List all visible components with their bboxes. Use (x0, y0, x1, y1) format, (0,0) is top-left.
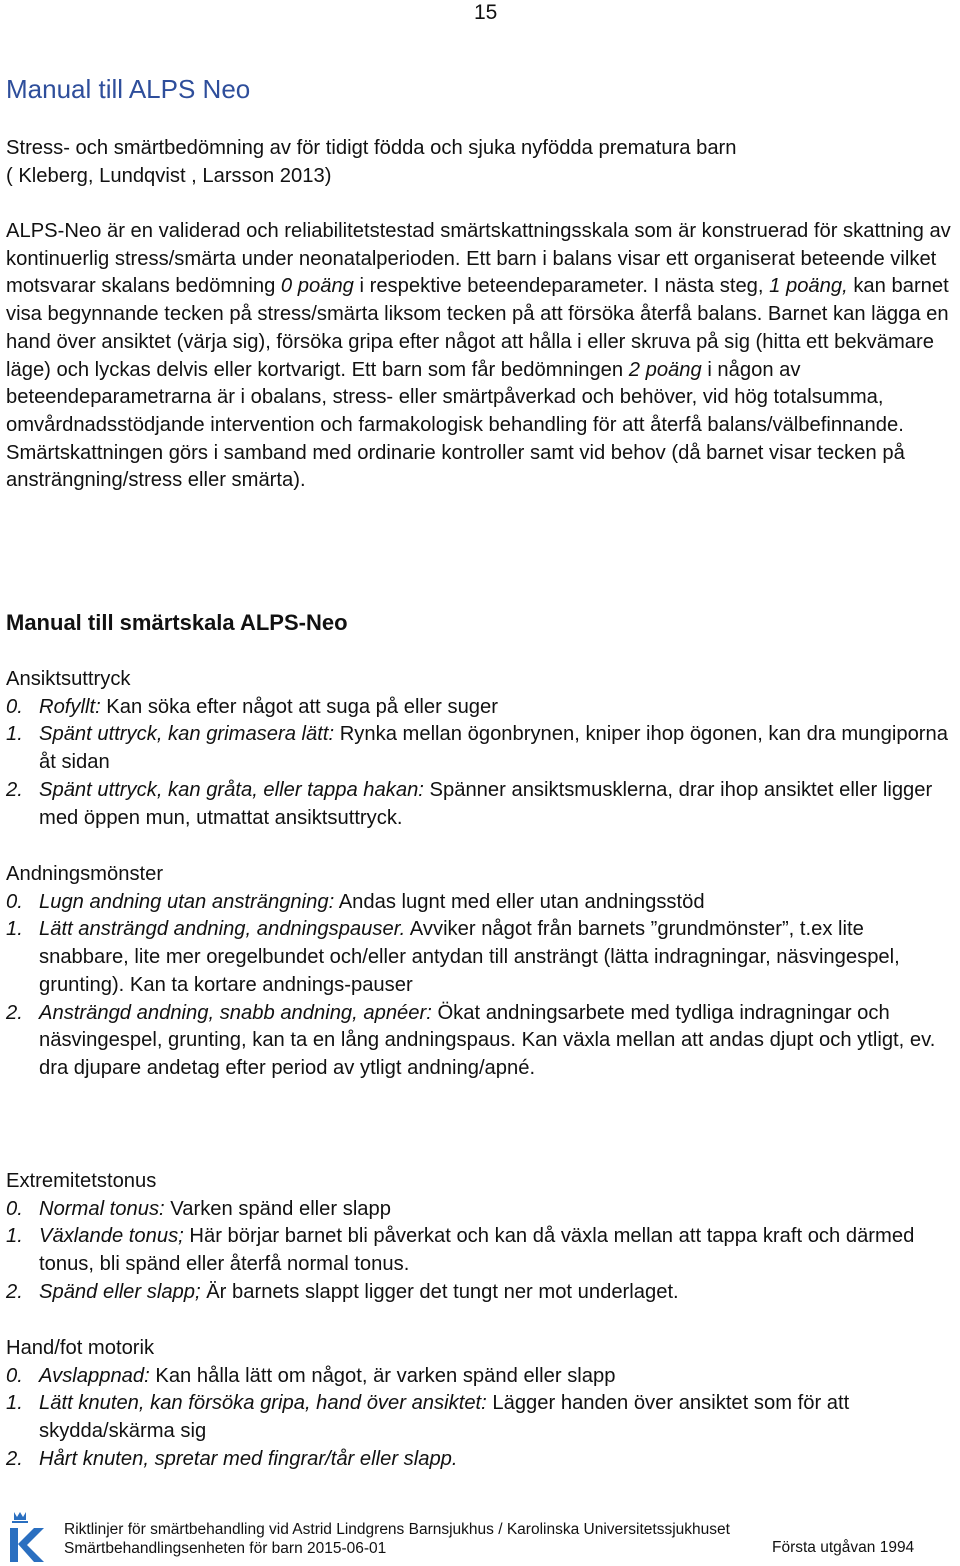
item-term: Lugn andning utan ansträngning: (39, 890, 335, 913)
category-limb-tone (6, 1168, 956, 1307)
scale-item (6, 1000, 956, 1083)
intro-text-run: i respektive beteendeparameter. I nästa steg, (353, 275, 770, 298)
item-term: Normal tonus: (39, 1197, 165, 1220)
intro-text (6, 218, 956, 495)
intro-emphasis: 0 poäng (280, 275, 354, 298)
item-term: Lätt ansträngd andning, andningspauser. (39, 918, 406, 941)
item-text: Kan hålla lätt om något, är varken spänd eller slapp (149, 1364, 616, 1387)
item-number: 0. (6, 695, 23, 718)
item-term: Spänt uttryck, kan gråta, eller tappa hakan: (39, 778, 424, 801)
intro-text-run: ALPS-Neo är en validerad och reliabilitetstestad smärtskattningsskala som är konstruerad för skattning av kontinuerlig stress/smärta under neonatalperioden. Ett barn i balans visar ett organiserat beteende vilket motsvarar skalans bedömning (6, 220, 951, 298)
item-number: 1. (6, 918, 23, 941)
scale-item (6, 1223, 956, 1278)
item-term: Rofyllt: (39, 695, 101, 718)
item-text: Är barnets slappt ligger det tungt ner mot underlaget. (200, 1280, 679, 1303)
item-text: Lägger handen över ansiktet som för att skydda/skärma sig (39, 1392, 850, 1443)
footer-text (64, 1520, 730, 1558)
scale-item (6, 721, 956, 776)
scale-item (6, 777, 956, 832)
item-description (39, 694, 956, 722)
item-number: 1. (6, 1225, 23, 1248)
item-text: Varken spänd eller slapp (164, 1197, 391, 1220)
item-description (39, 1196, 956, 1224)
scale-item (6, 916, 956, 999)
item-description (39, 1446, 956, 1474)
item-term: Avslappnad: (39, 1364, 150, 1387)
section-heading: Manual till smärtskala ALPS-Neo (6, 610, 348, 635)
category-title: Hand/fot motorik (6, 1337, 155, 1359)
item-text: Rynka mellan ögonbrynen, kniper ihop ögonen, kan dra mungiporna åt sidan (39, 723, 948, 774)
item-term: Hårt knuten, spretar med fingrar/tår eller slapp. (39, 1447, 458, 1470)
item-number: 2. (6, 1447, 23, 1470)
category-breathing-pattern (6, 861, 956, 1083)
item-text: Ökat andningsarbete med tydliga indragningar och näsvingespel, grunting, kan ta en lång andningspaus. Kan växla mellan att andas djupt och ytligt, ev. dra djupare andetag efter period av ytligt andning/apné. (39, 1001, 936, 1079)
item-text: Här börjar barnet bli påverkat och kan då växla mellan att tappa kraft och därmed tonus, bli spänd eller återfå normal tonus. (39, 1225, 915, 1276)
scale-item (6, 1363, 956, 1391)
intro-text-run: i någon av beteendeparametrarna är i obalans, stress- eller smärtpåverkad och behöver, vid hög totalsumma, omvårdnadsstödjande intervention och farmakologisk behandling för att återfå balans/välbefinnande. (6, 358, 904, 436)
footer-line-2: Smärtbehandlingsenheten för barn 2015-06-01 (64, 1540, 387, 1557)
item-number: 1. (6, 723, 23, 746)
item-text: Avviker något från barnets ”grundmönster”, t.ex lite snabbare, lite mer oregelbundet och/eller antydan till ansträngt (lätta indragningar, näsvingespel, grunting). Kan ta kortare andnings-pauser (39, 918, 900, 996)
category-title: Extremitetstonus (6, 1170, 157, 1192)
item-description (39, 1223, 956, 1278)
item-term: Lätt knuten, kan försöka gripa, hand över ansiktet: (39, 1392, 487, 1415)
scale-item (6, 889, 956, 917)
category-hand-foot-motor (6, 1335, 956, 1474)
page-title: Manual till ALPS Neo (6, 74, 251, 104)
item-description (39, 721, 956, 776)
intro-paragraph-2: Smärtskattningen görs i samband med ordinarie kontroller samt vid behov (då barnet visar tecken på ansträngning/stress eller smärta). (6, 441, 905, 492)
category-facial-expression (6, 666, 956, 832)
intro-emphasis: 2 poäng (628, 358, 702, 381)
item-text: Andas lugnt med eller utan andningsstöd (334, 890, 705, 913)
intro-paragraph-1 (6, 218, 956, 440)
scale-item (6, 1390, 956, 1445)
karolinska-logo-icon (6, 1508, 46, 1564)
item-number: 1. (6, 1392, 23, 1415)
subtitle-line: ( Kleberg, Lundqvist , Larsson 2013) (6, 164, 332, 187)
item-term: Ansträngd andning, snabb andning, apnéer: (39, 1001, 432, 1024)
item-term: Spänt uttryck, kan grimasera lätt: (39, 723, 335, 746)
item-text: Kan söka efter något att suga på eller suger (100, 695, 498, 718)
item-description (39, 1000, 956, 1083)
scale-item (6, 1446, 956, 1474)
item-number: 0. (6, 1364, 23, 1387)
footer-edition: Första utgåvan 1994 (772, 1539, 915, 1556)
scale-item (6, 1279, 956, 1307)
item-number: 2. (6, 1280, 23, 1303)
item-text: Spänner ansiktsmusklerna, drar ihop ansiktet eller ligger med öppen mun, utmattat ansiktsuttryck. (39, 778, 933, 829)
category-title: Andningsmönster (6, 863, 164, 885)
category-title: Ansiktsuttryck (6, 668, 131, 690)
item-description (39, 1279, 956, 1307)
item-number: 0. (6, 890, 23, 913)
scale-item (6, 1196, 956, 1224)
item-description (39, 1390, 956, 1445)
item-description (39, 1363, 956, 1391)
item-description (39, 916, 956, 999)
item-description (39, 889, 956, 917)
item-number: 0. (6, 1197, 23, 1220)
footer-line-1: Riktlinjer för smärtbehandling vid Astrid Lindgrens Barnsjukhus / Karolinska Universitetssjukhuset (64, 1521, 730, 1538)
page-number: 15 (474, 1, 498, 24)
item-number: 2. (6, 778, 23, 801)
item-description (39, 777, 956, 832)
scale-item (6, 694, 956, 722)
item-term: Spänd eller slapp; (39, 1280, 201, 1303)
subtitle-line: Stress- och smärtbedömning av för tidigt födda och sjuka nyfödda prematura barn (6, 137, 737, 159)
item-term: Växlande tonus; (39, 1225, 184, 1248)
subtitle (6, 135, 956, 190)
intro-emphasis: 1 poäng, (769, 275, 848, 298)
item-number: 2. (6, 1001, 23, 1024)
intro-text-run: kan barnet visa begynnande tecken på stress/smärta liksom tecken på att försöka återfå balans. Barnet kan lägga en hand över ansiktet (värja sig), försöka gripa efter något att hålla i eller skruva på sig (hitta ett bekvämare läge) och lyckas delvis eller kortvarigt. Ett barn som får bedömningen (6, 275, 949, 381)
